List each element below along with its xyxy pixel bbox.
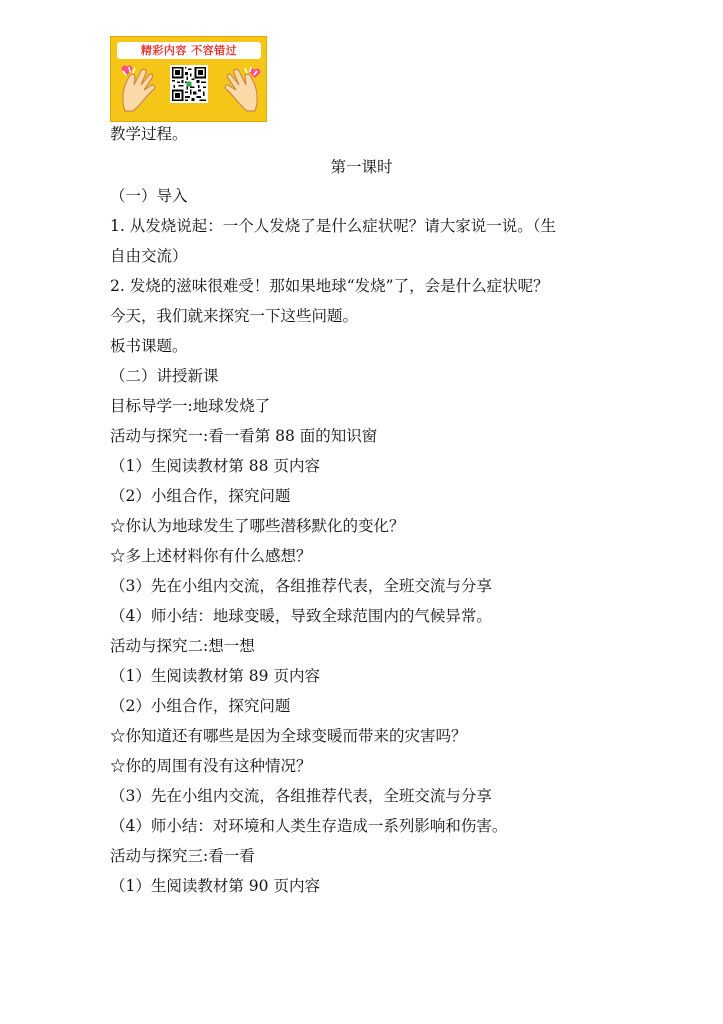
paragraph-line: （4）师小结：对环境和人类生存造成一系列影响和伤害。 [110,817,508,835]
qr-code-icon[interactable] [170,65,208,103]
promo-banner[interactable] [110,36,267,122]
paragraph-line: 活动与探究一:看一看第 88 面的知识窗 [110,427,378,445]
paragraph-line: ☆多上述材料你有什么感想？ [110,547,312,565]
paragraph-line: （3）先在小组内交流，各组推荐代表，全班交流与分享 [110,577,492,595]
paragraph-line: （1）生阅读教材第 90 页内容 [110,877,320,895]
paragraph-line: 今天，我们就来探究一下这些问题。 [110,307,359,325]
clapping-hands-icon [119,65,159,117]
paragraph-line: （3）先在小组内交流，各组推荐代表，全班交流与分享 [110,787,492,805]
paragraph-line: ☆你认为地球发生了哪些潜移默化的变化？ [110,517,405,535]
paragraph-line: 活动与探究二:想一想 [110,637,255,655]
intro-text: 教学过程。 [110,125,188,143]
paragraph-line: 自由交流） [110,247,188,265]
paragraph-line: ☆你知道还有哪些是因为全球变暖而带来的灾害吗？ [110,727,467,745]
paragraph-line: 目标导学一:地球发烧了 [110,397,271,415]
paragraph-line: （4）师小结：地球变暖，导致全球范围内的气候异常。 [110,607,492,625]
paragraph-line: （1）生阅读教材第 89 页内容 [110,667,320,685]
paragraph-line: （1）生阅读教材第 88 页内容 [110,457,320,475]
paragraph-line: （2）小组合作，探究问题 [110,697,291,715]
paragraph-line: （一）导入 [110,187,188,205]
paragraph-line: 板书课题。 [110,337,188,355]
clapping-hands-icon [221,65,261,117]
paragraph-line: （2）小组合作，探究问题 [110,487,291,505]
paragraph-line: 活动与探究三:看一看 [110,847,255,865]
banner-title: 精彩内容 不容错过 [117,42,261,59]
section-title: 第一课时 [330,158,393,176]
paragraph-line: 1. 从发烧说起：一个人发烧了是什么症状呢？请大家说一说。（生 [110,217,556,235]
paragraph-line: ☆你的周围有没有这种情况？ [110,757,312,775]
paragraph-line: （二）讲授新课 [110,367,219,385]
paragraph-line: 2. 发烧的滋味很难受！那如果地球“发烧”了，会是什么症状呢？ [110,277,549,295]
